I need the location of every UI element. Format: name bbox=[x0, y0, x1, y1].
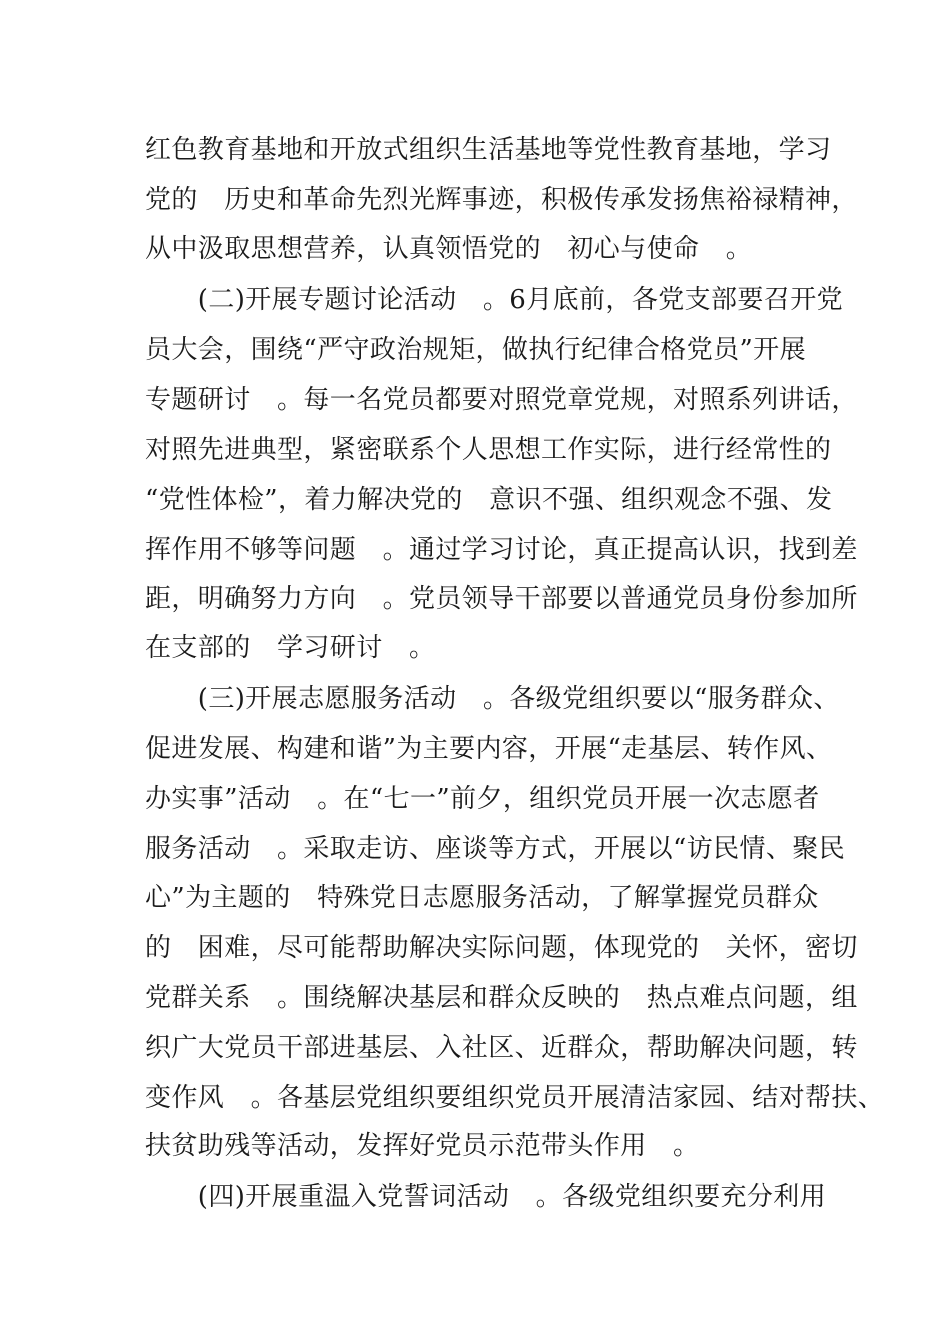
text-line: 从中汲取思想营养，认真领悟党的 初心与使命 。 bbox=[145, 234, 753, 264]
section-heading-line: (二)开展专题讨论活动 。6月底前，各党支部要召开党 bbox=[145, 285, 844, 315]
text-line: 红色教育基地和开放式组织生活基地等党性教育基地，学习 bbox=[145, 135, 832, 165]
text-line: 党群关系 。围绕解决基层和群众反映的 热点难点问题，组 bbox=[145, 983, 858, 1013]
text-line: 心”为主题的 特殊党日志愿服务活动，了解掌握党员群众 bbox=[145, 883, 819, 913]
text-line: 办实事”活动 。在“七一”前夕，组织党员开展一次志愿者 bbox=[145, 784, 820, 814]
section-heading-line: (三)开展志愿服务活动 。各级党组织要以“服务群众、 bbox=[145, 684, 840, 714]
text-line: 的 困难，尽可能帮助解决实际问题，体现党的 关怀，密切 bbox=[145, 933, 858, 963]
text-line: 员大会，围绕“严守政治规矩，做执行纪律合格党员”开展 bbox=[145, 335, 806, 365]
text-line: 促进发展、构建和谐”为主要内容，开展“走基层、转作风、 bbox=[145, 734, 833, 764]
text-line: 织广大党员干部进基层、入社区、近群众，帮助解决问题，转 bbox=[145, 1033, 858, 1063]
text-line: 变作风 。各基层党组织要组织党员开展清洁家园、结对帮扶、 bbox=[145, 1083, 885, 1113]
text-line: 在支部的 学习研讨 。 bbox=[145, 633, 436, 663]
text-line: 服务活动 。采取走访、座谈等方式，开展以“访民情、聚民 bbox=[145, 834, 846, 864]
text-line: 扶贫助残等活动，发挥好党员示范带头作用 。 bbox=[145, 1131, 700, 1161]
text-line: 专题研讨 。每一名党员都要对照党章党规，对照系列讲话， bbox=[145, 385, 858, 415]
text-line: 对照先进典型，紧密联系个人思想工作实际，进行经常性的 bbox=[145, 435, 832, 465]
text-line: 党的 历史和革命先烈光辉事迹，积极传承发扬焦裕禄精神， bbox=[145, 185, 858, 215]
text-line: 挥作用不够等问题 。通过学习讨论，真正提高认识，找到差 bbox=[145, 535, 858, 565]
section-heading-line: (四)开展重温入党誓词活动 。各级党组织要充分利用 bbox=[145, 1182, 827, 1212]
text-line: 距，明确努力方向 。党员领导干部要以普通党员身份参加所 bbox=[145, 584, 858, 614]
text-line: “党性体检”，着力解决党的 意识不强、组织观念不强、发 bbox=[145, 485, 833, 515]
